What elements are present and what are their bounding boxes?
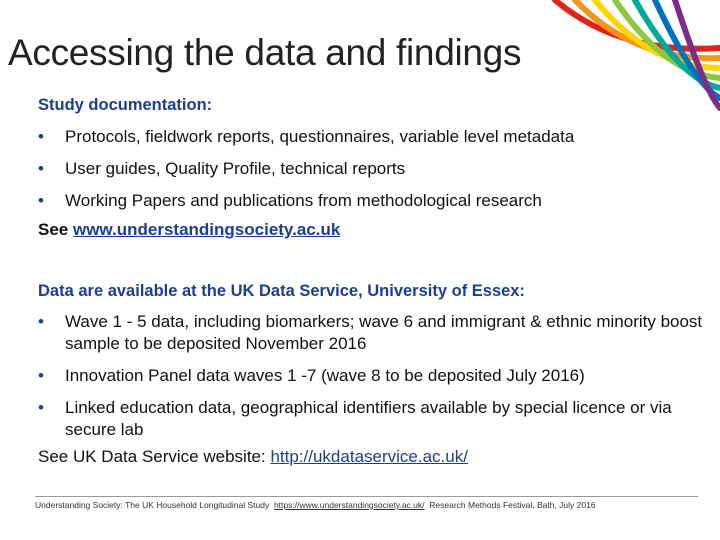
section2-heading: Data are available at the UK Data Service, University of Essex: bbox=[38, 282, 525, 300]
bullet-icon: • bbox=[38, 398, 44, 417]
understanding-society-link[interactable]: www.understandingsociety.ac.uk bbox=[72, 220, 341, 239]
bullet-text: Wave 1 - 5 data, including biomarkers; wave 6 and immigrant & ethnic minority boost sample to be deposited November 2016 bbox=[65, 312, 703, 353]
section2-bullet-1 bbox=[38, 311, 708, 355]
footer-event: Research Methods Festival, Bath, July 2016 bbox=[429, 500, 596, 510]
bullet-text: Linked education data, geographical identifiers available by special licence or via secure lab bbox=[65, 398, 672, 439]
slide-content bbox=[38, 96, 708, 467]
bullet-icon: • bbox=[38, 127, 44, 146]
bullet-text: User guides, Quality Profile, technical reports bbox=[65, 159, 406, 178]
section2-bullet-2 bbox=[38, 365, 708, 387]
bullet-text: Innovation Panel data waves 1 -7 (wave 8 to be deposited July 2016) bbox=[65, 366, 585, 385]
uk-data-service-link[interactable]: http://ukdataservice.ac.uk/ bbox=[270, 447, 468, 466]
bullet-text: Protocols, fieldwork reports, questionnaires, variable level metadata bbox=[65, 127, 575, 146]
see-prefix: See bbox=[38, 220, 69, 239]
bullet-icon: • bbox=[38, 159, 44, 178]
section1-see-line bbox=[38, 220, 708, 240]
section1-bullet-1 bbox=[38, 126, 708, 148]
section1-bullet-3 bbox=[38, 190, 708, 212]
bullet-text: Working Papers and publications from methodological research bbox=[65, 191, 542, 210]
bullet-icon: • bbox=[38, 191, 44, 210]
section1-heading: Study documentation: bbox=[38, 96, 213, 114]
slide-title: Accessing the data and findings bbox=[8, 32, 522, 73]
section1-bullet-2 bbox=[38, 158, 708, 180]
section2-see-line bbox=[38, 447, 708, 467]
footer-study: Understanding Society: The UK Household Longitudinal Study bbox=[35, 500, 270, 510]
section2-bullet-3 bbox=[38, 397, 708, 441]
footer-divider bbox=[35, 496, 698, 497]
footer bbox=[35, 500, 705, 510]
bullet-icon: • bbox=[38, 312, 44, 331]
see-prefix: See UK Data Service website: bbox=[38, 447, 266, 466]
bullet-icon: • bbox=[38, 366, 44, 385]
footer-link[interactable]: https://www.understandingsociety.ac.uk/ bbox=[273, 500, 425, 510]
